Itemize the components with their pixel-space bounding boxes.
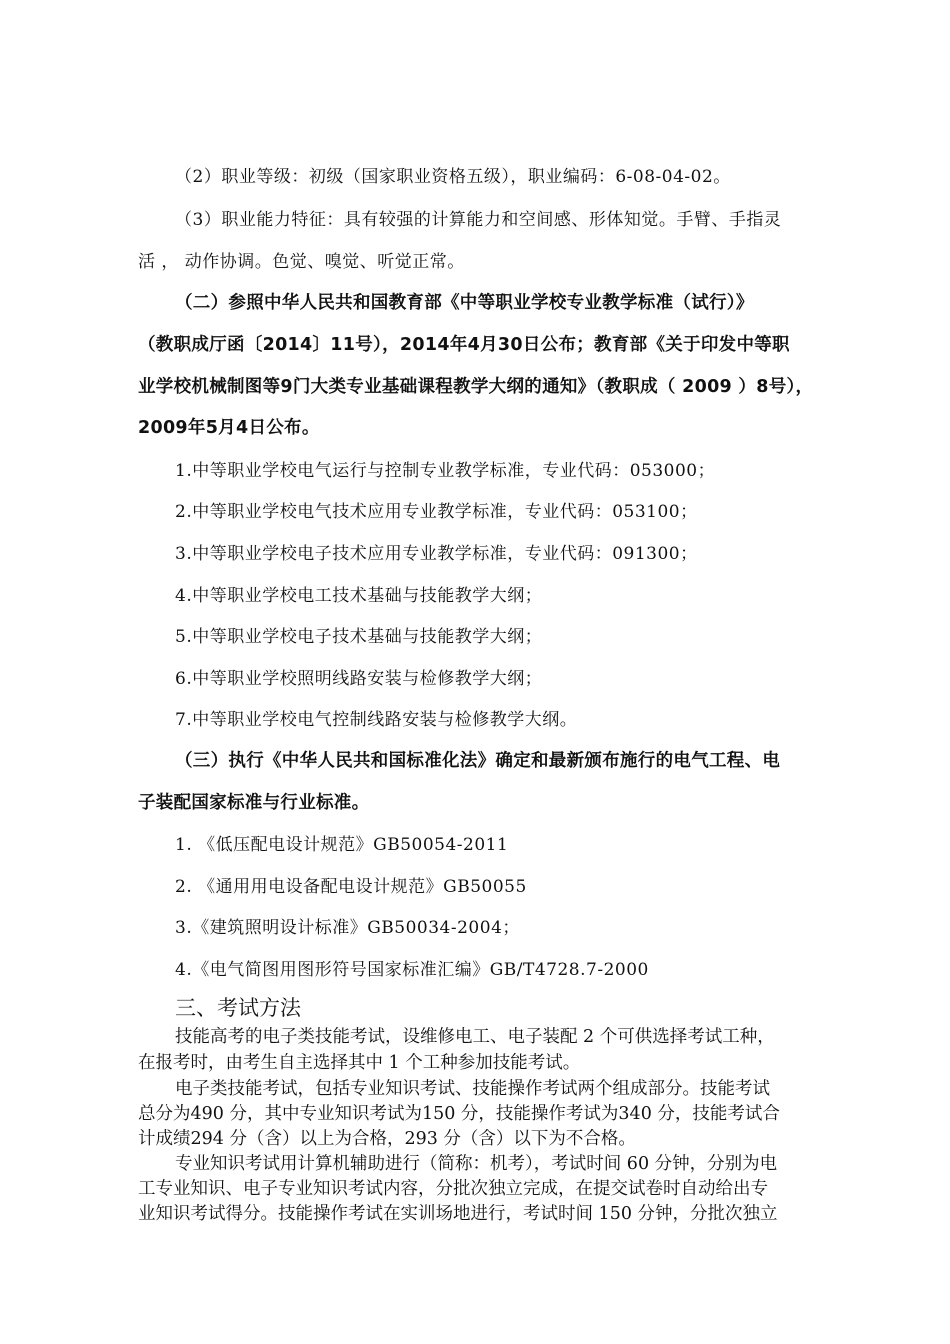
paragraph-line: 在报考时，由考生自主选择其中 1 个工种参加技能考试。 — [138, 1053, 581, 1073]
text-line: 活 ， 动作协调。色觉、嗅觉、听觉正常。 — [138, 252, 465, 272]
section-heading: 2009年5月4日公布。 — [138, 418, 320, 438]
paragraph-line: 业知识考试得分。技能操作考试在实训场地进行，考试时间 150 分钟，分批次独立 — [138, 1204, 778, 1224]
list-item: 1.中等职业学校电气运行与控制专业教学标准，专业代码：053000； — [175, 461, 716, 481]
text-line: （3）职业能力特征：具有较强的计算能力和空间感、形体知觉。手臂、手指灵 — [175, 210, 782, 230]
paragraph-line: 工专业知识、电子专业知识考试内容，分批次独立完成，在提交试卷时自动给出专 — [138, 1179, 768, 1199]
section-heading: （三）执行《中华人民共和国标准化法》确定和最新颁布施行的电气工程、电 — [175, 751, 781, 771]
section-heading: （教职成厅函〔2014〕11号），2014年4月30日公布；教育部《关于印发中等职 — [138, 335, 790, 355]
list-item: 1. 《低压配电设计规范》GB50054-2011 — [175, 835, 509, 855]
list-item: 4.《电气简图用图形符号国家标准汇编》GB/T4728.7-2000 — [175, 960, 649, 980]
paragraph-line: 计成绩294 分（含）以上为合格，293 分（含）以下为不合格。 — [138, 1129, 636, 1149]
section-heading: 业学校机械制图等9门大类专业基础课程教学大纲的通知》（教职成（ 2009 ）8号）， — [138, 377, 814, 397]
section-heading: （二）参照中华人民共和国教育部《中等职业学校专业教学标准（试行）》 — [175, 293, 754, 313]
paragraph-line: 技能高考的电子类技能考试，设维修电工、电子装配 2 个可供选择考试工种， — [175, 1027, 775, 1047]
chapter-heading: 三、考试方法 — [175, 996, 301, 1020]
list-item: 7.中等职业学校电气控制线路安装与检修教学大纲。 — [175, 710, 578, 730]
paragraph-line: 电子类技能考试，包括专业知识考试、技能操作考试两个组成部分。技能考试 — [175, 1079, 770, 1099]
list-item: 3.中等职业学校电子技术应用专业教学标准，专业代码：091300； — [175, 544, 698, 564]
list-item: 4.中等职业学校电工技术基础与技能教学大纲； — [175, 586, 543, 606]
list-item: 6.中等职业学校照明线路安装与检修教学大纲； — [175, 669, 543, 689]
list-item: 2.中等职业学校电气技术应用专业教学标准，专业代码：053100； — [175, 502, 698, 522]
paragraph-line: 总分为490 分，其中专业知识考试为150 分，技能操作考试为340 分，技能考试合 — [138, 1104, 780, 1124]
list-item: 3.《建筑照明设计标准》GB50034-2004； — [175, 918, 520, 938]
paragraph-line: 专业知识考试用计算机辅助进行（简称：机考），考试时间 60 分钟，分别为电 — [175, 1154, 778, 1174]
text-line: （2）职业等级：初级（国家职业资格五级），职业编码：6-08-04-02。 — [175, 167, 731, 187]
list-item: 2. 《通用用电设备配电设计规范》GB50055 — [175, 877, 527, 897]
section-heading: 子装配国家标准与行业标准。 — [138, 793, 370, 813]
list-item: 5.中等职业学校电子技术基础与技能教学大纲； — [175, 627, 543, 647]
